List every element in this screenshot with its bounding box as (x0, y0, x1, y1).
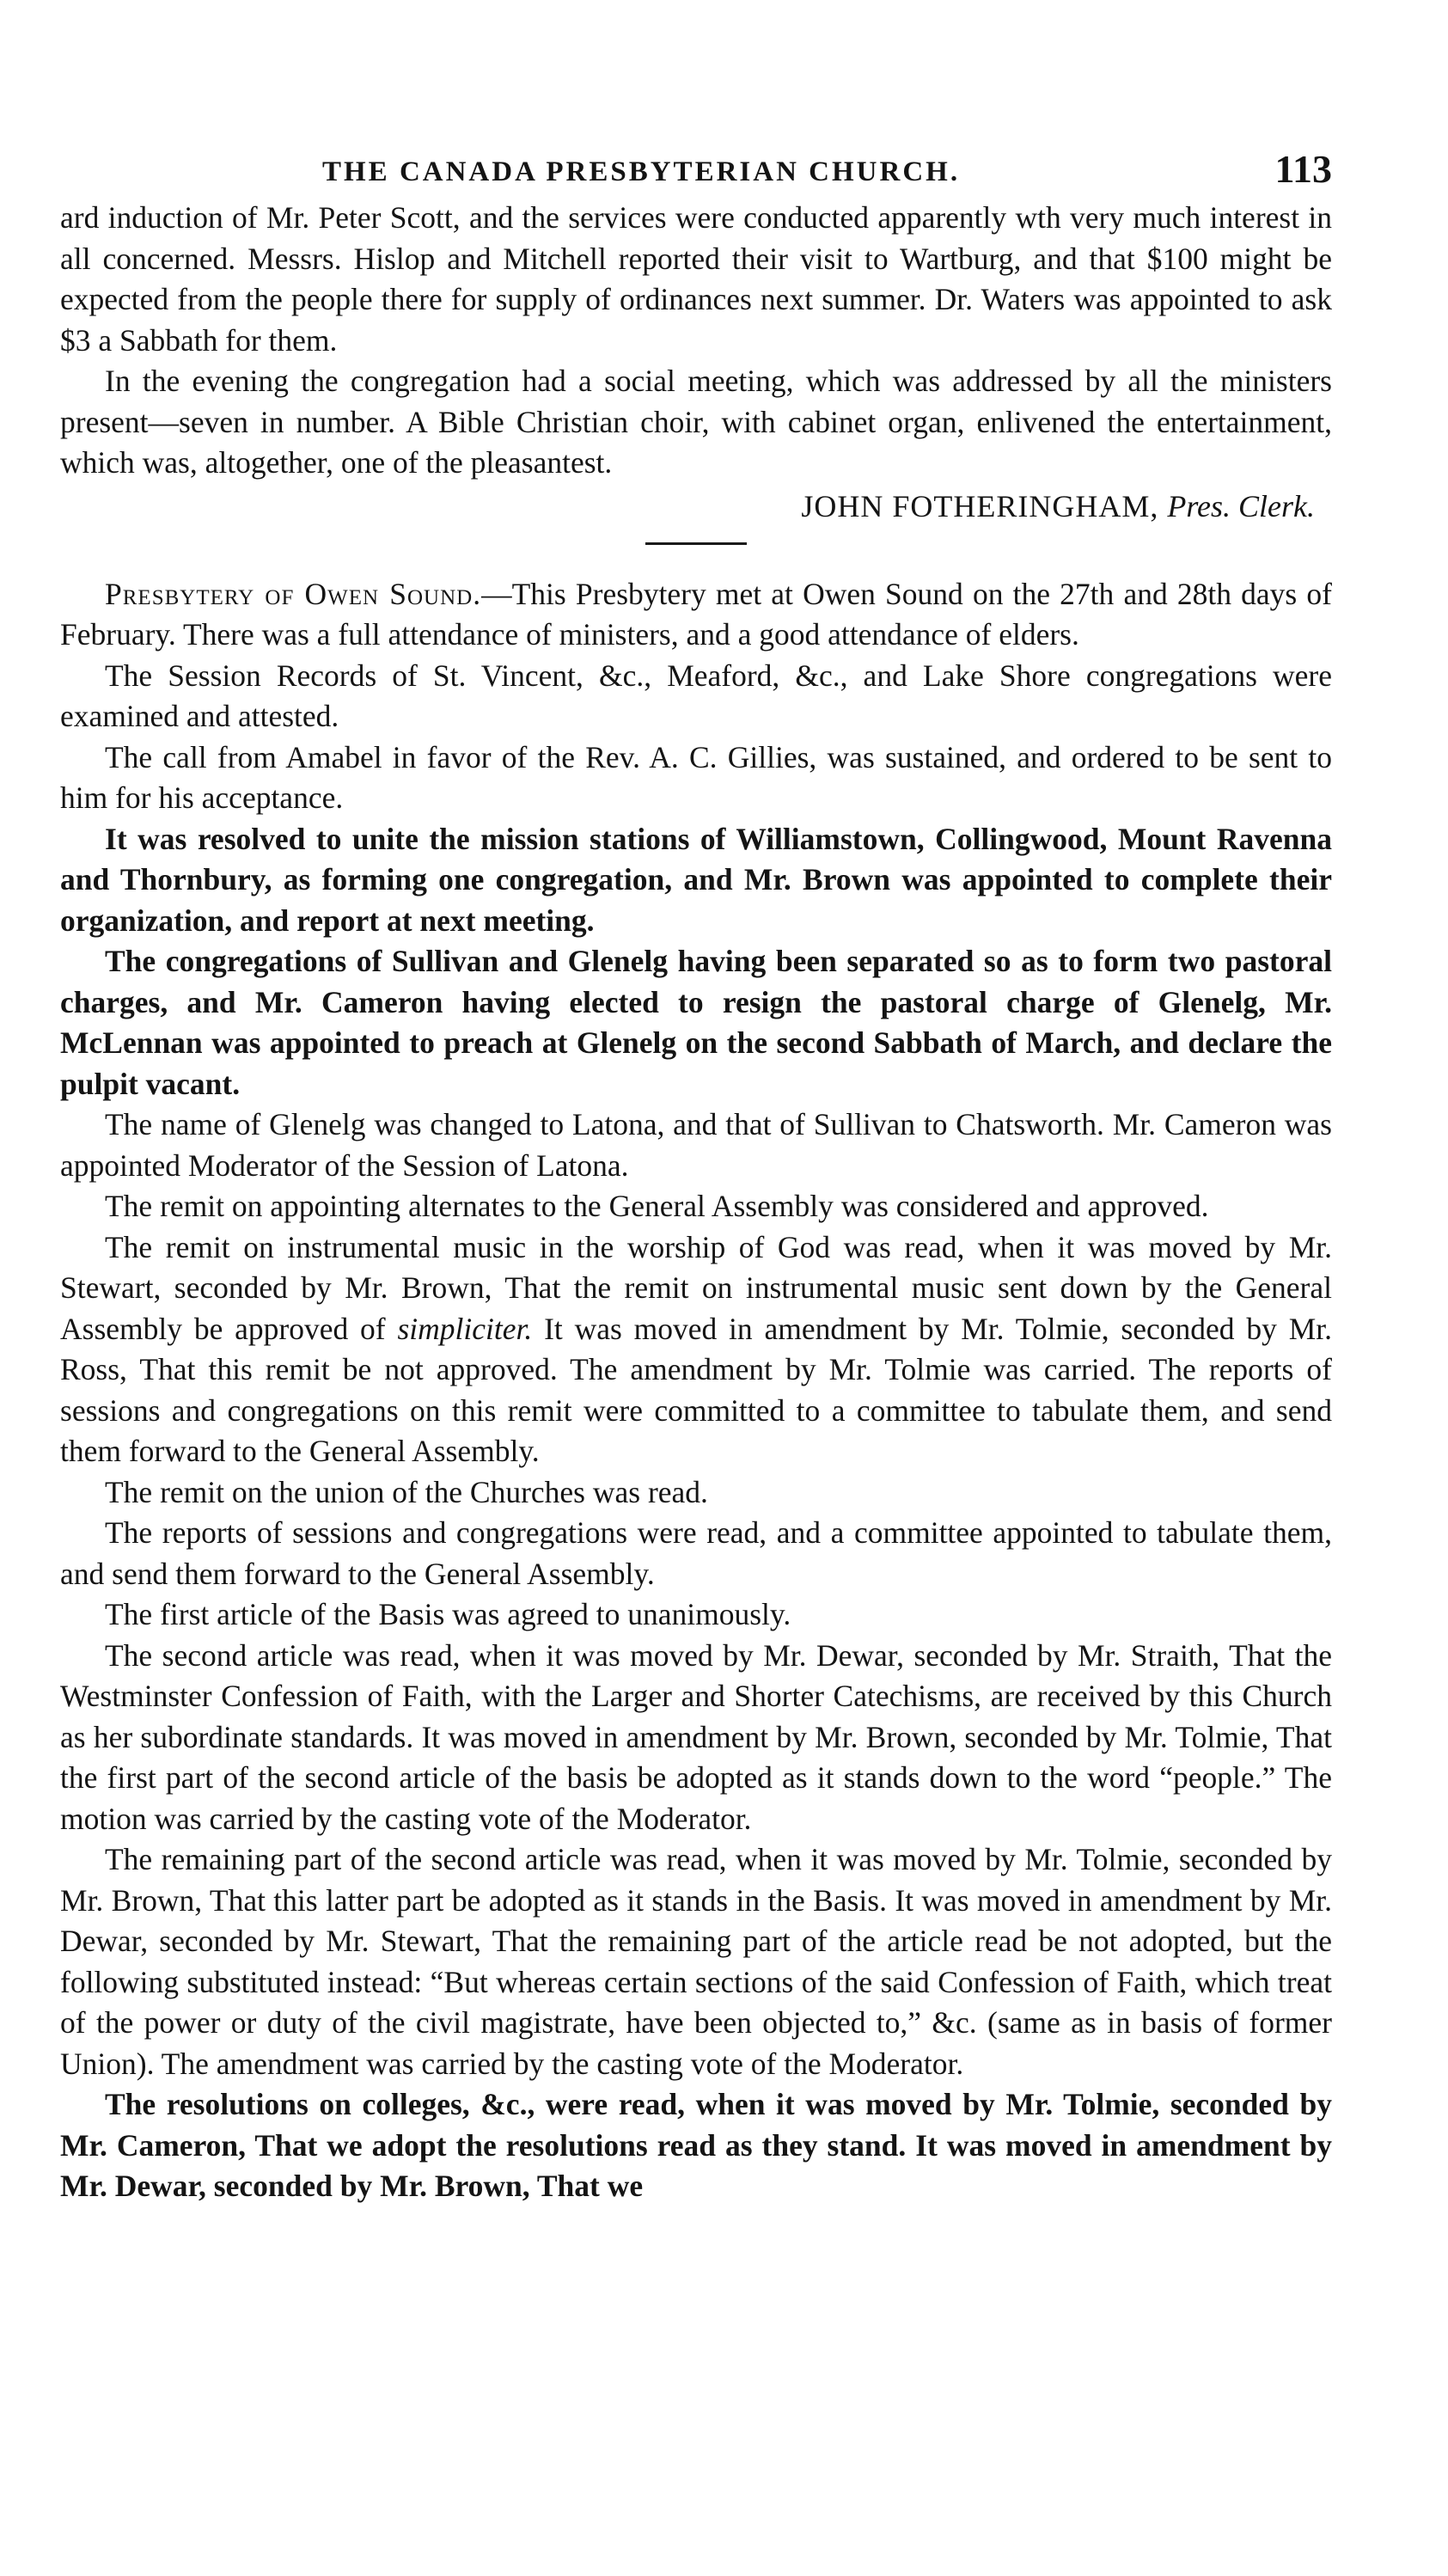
signature-role: Pres. Clerk. (1167, 488, 1315, 523)
music-text-after: It was moved in amendment by Mr. Tolmie, seconded by Mr. Ross, That this remit be not approved. The amendment by Mr. Tolmie was carried. The reports of sessions and congregations on this remit were committed to a committee to tabulate them, and send them forward to the General Assembly. (60, 1311, 1332, 1468)
amabel-call-paragraph: The call from Amabel in favor of the Rev. A. C. Gillies, was sustained, and ordered to be sent to him for his acceptance. (60, 739, 1332, 815)
union-reports-paragraph: The reports of sessions and congregations were read, and a committee appointed to tabulate them, and send them forward to the General Assembly. (60, 1515, 1332, 1591)
running-title: THE CANADA PRESBYTERIAN CHURCH. (322, 156, 961, 187)
second-article-paragraph: The second article was read, when it was moved by Mr. Dewar, seconded by Mr. Straith, That the Westminster Confession of Faith, with the Larger and Shorter Catechisms, are received by this Church as her subordinate standards. It was moved in amendment by Mr. Brown, seconded by Mr. Tolmie, That the first part of the second article of the basis be adopted as it stands down to the word “people.” The motion was carried by the casting vote of the Moderator. (60, 1637, 1332, 1836)
presbytery-heading: Presbytery of Owen Sound. (105, 576, 482, 611)
union-remit-paragraph: The remit on the union of the Churches was read. (105, 1474, 708, 1509)
instrumental-music-paragraph (60, 1227, 1332, 1472)
wartburg-paragraph: ard induction of Mr. Peter Scott, and the services were conducted apparently wth very much interest in all concerned. Messrs. Hislop and Mitchell reported their visit to Wartburg, and that $100 might be expected from the people there for supply of ordinances next summer. Dr. Waters was appointed to ask $3 a Sabbath for them. (60, 200, 1332, 358)
owen-sound-intro (60, 574, 1332, 656)
mission-stations-paragraph: It was resolved to unite the mission stations of Williamstown, Collingwood, Mount Ravenna and Thornbury, as forming one congregation, and Mr. Brown was appointed to complete their organization, and report at next meeting. (60, 821, 1332, 938)
running-head (60, 129, 1332, 189)
page-number: 113 (1274, 147, 1332, 191)
session-records-paragraph: The Session Records of St. Vincent, &c., Meaford, &c., and Lake Shore congregations were examined and attested. (60, 658, 1332, 733)
signature-name: JOHN FOTHERINGHAM, (801, 488, 1159, 523)
first-article-paragraph: The first article of the Basis was agreed to unanimously. (105, 1597, 791, 1631)
colleges-paragraph: The resolutions on colleges, &c., were read, when it was moved by Mr. Tolmie, seconded by Mr. Cameron, That we adopt the resolutions read as they stand. It was moved in amendment by Mr. Dewar, seconded by Mr. Brown, That we (60, 2087, 1332, 2203)
alternates-paragraph: The remit on appointing alternates to the General Assembly was considered and approved. (105, 1189, 1209, 1223)
intro-text: —This Presbytery met at Owen Sound on the 27th and 28th days of February. There was a full attendance of ministers, and a good attendance of elders. (60, 576, 1332, 652)
latona-paragraph: The name of Glenelg was changed to Latona, and that of Sullivan to Chatsworth. Mr. Cameron was appointed Moderator of the Session of Latona. (60, 1107, 1332, 1183)
music-emphasis: simpliciter. (397, 1311, 533, 1346)
remaining-part-paragraph: The remaining part of the second article was read, when it was moved by Mr. Tolmie, seconded by Mr. Brown, That this latter part be adopted as it stands in the Basis. It was moved in amendment by Mr. Dewar, seconded by Mr. Stewart, That the remaining part of the article read be not adopted, but the following substituted instead: “But whereas certain sections of the said Confession of Faith, which treat of the power or duty of the civil magistrate, have been objected to,” &c. (same as in basis of former Union). The amendment was carried by the casting vote of the Moderator. (60, 1842, 1332, 2081)
social-meeting-paragraph: In the evening the congregation had a social meeting, which was addressed by all the ministers present—seven in number. A Bible Christian choir, with cabinet organ, enlivened the entertainment, which was, altogether, one of the pleasantest. (60, 364, 1332, 480)
music-text-before: The remit on instrumental music in the worship of God was read, when it was moved by Mr. Stewart, seconded by Mr. Brown, That the remit on instrumental music sent down by the General Assembly be approved of (60, 1229, 1332, 1346)
section-divider (645, 542, 747, 545)
clerk-signature (60, 486, 1315, 527)
pastoral-charges-paragraph: The congregations of Sullivan and Glenelg having been separated so as to form two pastoral charges, and Mr. Cameron having elected to resign the pastoral charge of Glenelg, Mr. McLennan was appointed to preach at Glenelg on the second Sabbath of March, and declare the pulpit vacant. (60, 944, 1332, 1101)
page (60, 129, 1332, 2207)
